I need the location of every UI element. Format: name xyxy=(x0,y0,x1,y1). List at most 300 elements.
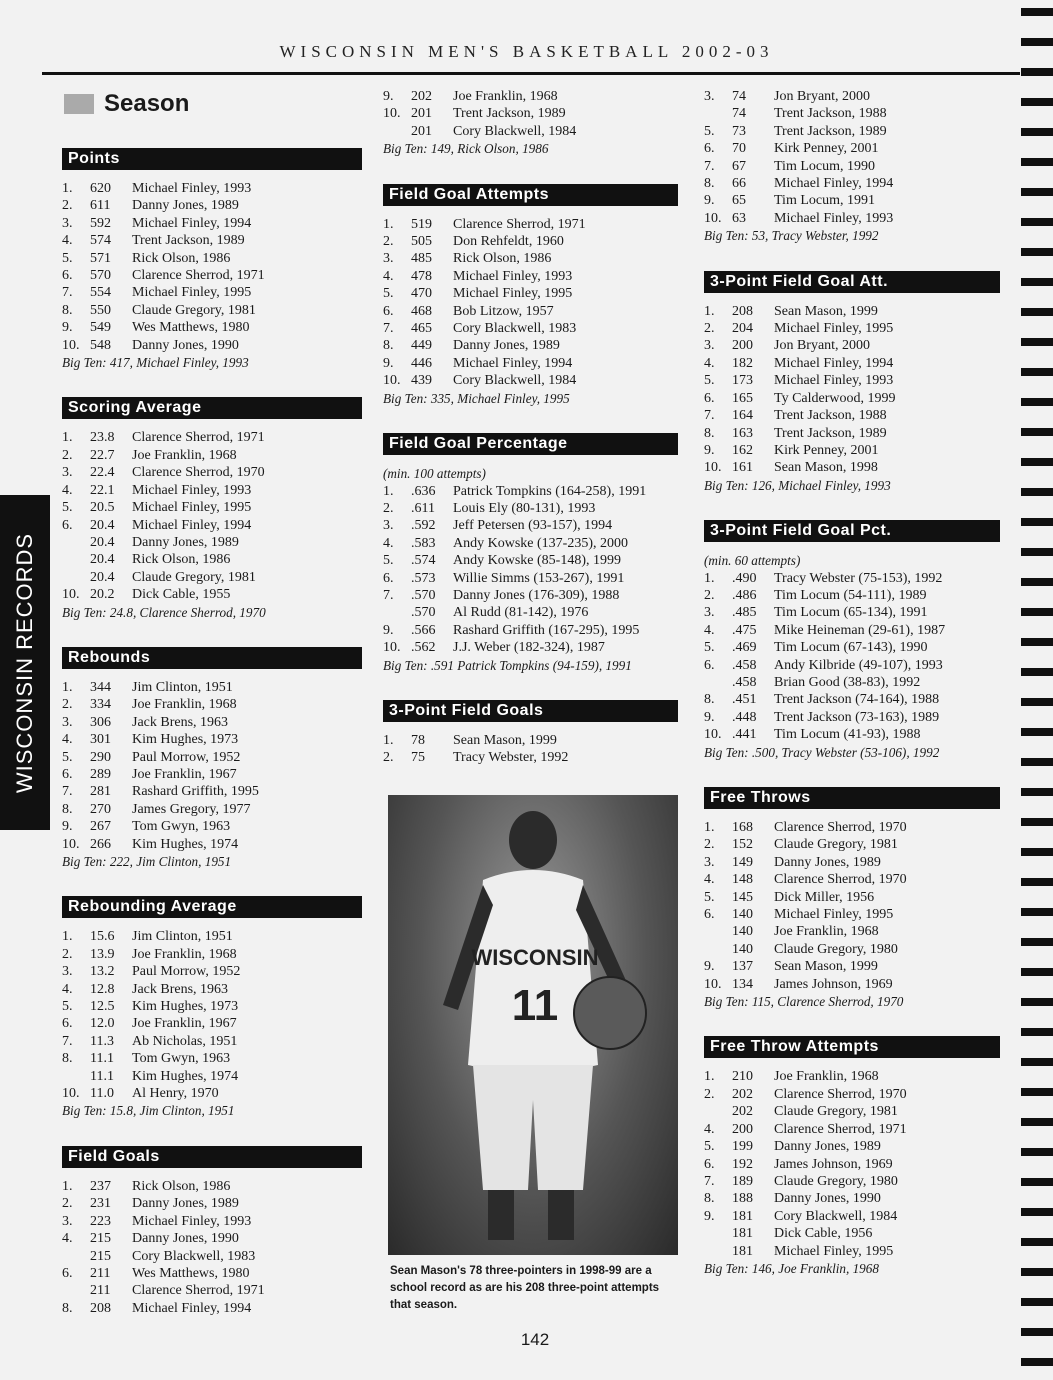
record-row xyxy=(62,963,362,980)
record-rank: 9. xyxy=(383,89,394,104)
record-row xyxy=(62,534,362,551)
record-section xyxy=(383,407,678,674)
record-row xyxy=(62,267,362,284)
record-row xyxy=(383,233,678,250)
record-holder: Claude Gregory, 1981 xyxy=(132,302,256,318)
record-holder: Trent Jackson, 1988 xyxy=(774,106,887,122)
record-holder: Clarence Sherrod, 1971 xyxy=(453,216,586,232)
record-value: 548 xyxy=(90,337,111,353)
minimum-note: (min. 60 attempts) xyxy=(704,553,801,569)
record-holder: Tim Locum (67-143), 1990 xyxy=(774,640,928,656)
record-list xyxy=(704,303,1000,477)
section-gap xyxy=(383,158,678,184)
page-header: WISCONSIN MEN'S BASKETBALL 2002-03 xyxy=(279,42,774,61)
record-rank: 6. xyxy=(62,517,73,533)
side-tab xyxy=(0,495,50,830)
record-value: 181 xyxy=(732,1208,753,1224)
record-row xyxy=(383,570,678,587)
record-holder: Michael Finley, 1995 xyxy=(132,285,252,301)
record-rank: 4. xyxy=(62,981,73,997)
record-rank: 7. xyxy=(704,158,715,174)
record-rank: 2. xyxy=(62,946,73,962)
record-row xyxy=(62,731,362,748)
record-row xyxy=(704,691,1000,708)
record-value: 140 xyxy=(732,907,753,923)
record-rank: 1. xyxy=(383,732,394,748)
record-value: .573 xyxy=(411,570,436,586)
record-row xyxy=(704,622,1000,639)
record-holder: Mike Heineman (29-61), 1987 xyxy=(774,622,946,638)
section-title: 3-Point Field Goal Att. xyxy=(704,271,1000,293)
record-value: 22.7 xyxy=(90,447,115,463)
record-row xyxy=(383,123,678,140)
record-row xyxy=(62,946,362,963)
record-rank: 5. xyxy=(704,640,715,656)
record-value: 211 xyxy=(90,1265,111,1281)
section-title: Rebounding Average xyxy=(62,896,362,918)
record-rank: 9. xyxy=(704,1208,715,1224)
record-row xyxy=(704,587,1000,604)
record-holder: Patrick Tompkins (164-258), 1991 xyxy=(453,483,647,499)
big-ten-record: Big Ten: 146, Joe Franklin, 1968 xyxy=(704,1260,879,1276)
record-value: 162 xyxy=(732,442,753,458)
record-value: 519 xyxy=(411,216,432,232)
record-holder: Danny Jones, 1989 xyxy=(132,198,239,214)
record-rank: 5. xyxy=(62,749,73,765)
record-row xyxy=(704,889,1000,906)
record-rank: 10. xyxy=(704,976,722,992)
record-value: 620 xyxy=(90,181,111,196)
section-title: Points xyxy=(62,148,362,170)
record-value: 13.9 xyxy=(90,946,115,962)
record-rank: 4. xyxy=(62,732,73,748)
record-holder: Clarence Sherrod, 1971 xyxy=(774,1121,907,1137)
record-holder: Louis Ely (80-131), 1993 xyxy=(453,500,596,516)
record-holder: Kim Hughes, 1973 xyxy=(132,999,239,1015)
record-row xyxy=(62,337,362,354)
player-photo xyxy=(388,795,678,1255)
record-value: .592 xyxy=(411,518,436,534)
record-row xyxy=(383,105,678,122)
record-holder: Sean Mason, 1998 xyxy=(774,460,878,476)
record-rank: 6. xyxy=(704,141,715,157)
record-row xyxy=(704,726,1000,743)
column-right xyxy=(704,88,1000,1277)
record-holder: Claude Gregory, 1981 xyxy=(774,837,898,853)
record-value: 505 xyxy=(411,234,432,250)
header-rule xyxy=(42,72,1020,75)
record-rank: 1. xyxy=(62,181,73,196)
record-row xyxy=(62,801,362,818)
big-ten-record: Big Ten: 15.8, Jim Clinton, 1951 xyxy=(62,1103,235,1119)
jersey-text: WISCONSIN xyxy=(471,945,599,970)
record-rank: 6. xyxy=(704,657,715,673)
record-rank: 6. xyxy=(62,268,73,284)
record-value: 449 xyxy=(411,338,432,354)
record-row xyxy=(704,604,1000,621)
record-holder: Rick Olson, 1986 xyxy=(132,1178,231,1194)
record-rank: 5. xyxy=(704,889,715,905)
record-rank: 2. xyxy=(704,1086,715,1102)
record-row xyxy=(383,320,678,337)
record-row xyxy=(704,140,1000,157)
record-rank: 9. xyxy=(704,959,715,975)
record-row xyxy=(383,639,678,656)
record-rank: 2. xyxy=(704,321,715,337)
record-row xyxy=(704,1086,1000,1103)
record-rank: 7. xyxy=(383,587,394,603)
record-row xyxy=(62,319,362,336)
record-value: 574 xyxy=(90,233,111,249)
record-holder: James Johnson, 1969 xyxy=(774,976,893,992)
record-holder: Clarence Sherrod, 1970 xyxy=(774,1086,907,1102)
record-holder: Paul Morrow, 1952 xyxy=(132,749,241,765)
record-value: 215 xyxy=(90,1231,111,1247)
record-row xyxy=(62,714,362,731)
record-rank: 3. xyxy=(704,605,715,621)
section-title: 3-Point Field Goals xyxy=(383,700,678,722)
record-holder: Joe Franklin, 1968 xyxy=(132,946,237,962)
record-row xyxy=(383,749,678,766)
record-value: .458 xyxy=(732,657,757,673)
record-rank: 9. xyxy=(704,709,715,725)
record-value: .451 xyxy=(732,692,757,708)
record-section xyxy=(704,494,1000,761)
player-leg-left xyxy=(488,1190,514,1240)
record-row xyxy=(383,483,678,500)
record-holder: Trent Jackson, 1989 xyxy=(774,123,887,139)
record-holder: Clarence Sherrod, 1970 xyxy=(774,820,907,835)
record-row xyxy=(704,459,1000,476)
record-holder: Kim Hughes, 1973 xyxy=(132,732,239,748)
record-value: .611 xyxy=(411,500,435,516)
record-list xyxy=(704,88,1000,227)
section-title: Field Goals xyxy=(62,1146,362,1168)
record-value: .583 xyxy=(411,535,436,551)
record-rank: 8. xyxy=(704,1191,715,1207)
section-gap xyxy=(704,245,1000,271)
record-section xyxy=(62,148,362,371)
record-value: 161 xyxy=(732,460,753,476)
record-row xyxy=(383,604,678,621)
record-row xyxy=(704,210,1000,227)
record-rank: 10. xyxy=(383,106,401,122)
record-list xyxy=(383,216,678,390)
section-title: Field Goal Percentage xyxy=(383,433,678,455)
record-rank: 10. xyxy=(383,373,401,389)
record-value: 13.2 xyxy=(90,964,115,980)
record-value: .458 xyxy=(732,674,757,690)
record-holder: Paul Morrow, 1952 xyxy=(132,964,241,980)
record-row xyxy=(62,1178,362,1195)
record-row xyxy=(62,1248,362,1265)
record-value: 137 xyxy=(732,959,753,975)
record-rank: 10. xyxy=(62,1086,80,1102)
record-rank: 3. xyxy=(704,854,715,870)
record-holder: Dick Cable, 1956 xyxy=(774,1226,873,1242)
record-value: .490 xyxy=(732,570,757,586)
record-list xyxy=(62,180,362,354)
record-row xyxy=(383,500,678,517)
record-row xyxy=(383,88,678,105)
record-holder: Kirk Penney, 2001 xyxy=(774,442,879,458)
record-value: .570 xyxy=(411,587,436,603)
record-row xyxy=(62,1230,362,1247)
record-holder: Sean Mason, 1999 xyxy=(453,732,557,748)
record-value: 549 xyxy=(90,320,111,336)
record-row xyxy=(62,696,362,713)
record-value: 231 xyxy=(90,1196,111,1212)
record-value: 281 xyxy=(90,784,111,800)
jersey-number: 11 xyxy=(511,981,559,1030)
record-row xyxy=(62,981,362,998)
record-rank: 5. xyxy=(383,553,394,569)
record-value: 20.4 xyxy=(90,517,115,533)
record-holder: Tim Locum, 1990 xyxy=(774,158,875,174)
record-holder: Andy Kowske (137-235), 2000 xyxy=(453,535,628,551)
record-value: 164 xyxy=(732,408,753,424)
record-rank: 3. xyxy=(62,1213,73,1229)
record-value: 202 xyxy=(732,1086,753,1102)
record-holder: Dick Miller, 1956 xyxy=(774,889,875,905)
record-value: 446 xyxy=(411,355,432,371)
record-rank: 7. xyxy=(704,1173,715,1189)
record-holder: Jon Bryant, 2000 xyxy=(774,338,871,354)
record-rank: 2. xyxy=(704,587,715,603)
record-rank: 7. xyxy=(62,1033,73,1049)
page-number: 142 xyxy=(520,1330,550,1349)
record-holder: Danny Jones, 1990 xyxy=(132,1231,239,1247)
record-holder: Al Henry, 1970 xyxy=(132,1086,219,1102)
record-value: 70 xyxy=(732,141,746,157)
record-rank: 2. xyxy=(62,1196,73,1212)
record-row xyxy=(704,407,1000,424)
section-gap xyxy=(704,494,1000,520)
record-holder: Claude Gregory, 1981 xyxy=(132,569,256,585)
record-rank: 4. xyxy=(383,535,394,551)
record-value: 11.1 xyxy=(90,1051,114,1067)
player-photo-illustration xyxy=(388,795,678,1255)
record-row xyxy=(62,766,362,783)
record-holder: Rick Olson, 1986 xyxy=(132,552,231,568)
record-value: 189 xyxy=(732,1173,753,1189)
record-row xyxy=(704,570,1000,587)
section-gap xyxy=(383,674,678,700)
record-holder: Trent Jackson, 1989 xyxy=(453,106,566,122)
record-holder: Jeff Petersen (93-157), 1994 xyxy=(453,518,613,534)
record-value: 478 xyxy=(411,268,432,284)
record-row xyxy=(704,175,1000,192)
record-holder: Danny Jones, 1989 xyxy=(453,338,560,354)
record-holder: Michael Finley, 1995 xyxy=(453,286,573,302)
record-value: 145 xyxy=(732,889,753,905)
record-row xyxy=(62,302,362,319)
record-rank: 5. xyxy=(62,500,73,516)
record-holder: Cory Blackwell, 1983 xyxy=(132,1248,256,1264)
record-row xyxy=(704,192,1000,209)
record-holder: Ab Nicholas, 1951 xyxy=(132,1033,238,1049)
record-value: 485 xyxy=(411,251,432,267)
record-value: 550 xyxy=(90,302,111,318)
record-holder: James Johnson, 1969 xyxy=(774,1156,893,1172)
record-rank: 9. xyxy=(704,193,715,209)
record-holder: Claude Gregory, 1980 xyxy=(774,1173,898,1189)
record-value: .485 xyxy=(732,605,757,621)
record-rank: 4. xyxy=(704,1121,715,1137)
record-row xyxy=(704,105,1000,122)
column-middle xyxy=(383,88,678,767)
record-rank: 5. xyxy=(704,123,715,139)
record-section xyxy=(383,674,678,767)
season-title-text: Season xyxy=(104,90,190,117)
record-value: 11.0 xyxy=(90,1086,114,1102)
record-rank: 6. xyxy=(383,303,394,319)
record-rank: 2. xyxy=(383,750,394,766)
record-row xyxy=(704,1121,1000,1138)
record-value: 168 xyxy=(732,820,753,835)
record-rank: 9. xyxy=(704,442,715,458)
record-value: 266 xyxy=(90,836,111,852)
record-row xyxy=(704,442,1000,459)
record-holder: Kim Hughes, 1974 xyxy=(132,836,239,852)
section-title: Scoring Average xyxy=(62,397,362,419)
record-value: 210 xyxy=(732,1069,753,1085)
record-holder: Clarence Sherrod, 1971 xyxy=(132,430,265,446)
record-value: 134 xyxy=(732,976,753,992)
record-row xyxy=(62,1050,362,1067)
record-rank: 2. xyxy=(62,447,73,463)
record-row xyxy=(704,123,1000,140)
section-title: Free Throws xyxy=(704,787,1000,809)
record-holder: Michael Finley, 1994 xyxy=(774,176,894,192)
record-rank: 3. xyxy=(62,714,73,730)
record-row xyxy=(704,854,1000,871)
record-holder: Michael Finley, 1993 xyxy=(453,268,573,284)
record-rank: 2. xyxy=(383,500,394,516)
record-value: 290 xyxy=(90,749,111,765)
record-row xyxy=(62,429,362,446)
record-value: 74 xyxy=(732,89,746,104)
record-rank: 9. xyxy=(383,622,394,638)
record-value: 208 xyxy=(732,303,753,319)
record-row xyxy=(62,499,362,516)
record-row xyxy=(62,928,362,945)
big-ten-record: Big Ten: 335, Michael Finley, 1995 xyxy=(383,390,570,406)
record-row xyxy=(704,1225,1000,1242)
big-ten-record: Big Ten: 53, Tracy Webster, 1992 xyxy=(704,228,879,244)
record-row xyxy=(383,732,678,749)
record-value: 468 xyxy=(411,303,432,319)
record-list xyxy=(704,819,1000,993)
record-value: .486 xyxy=(732,587,757,603)
record-rank: 1. xyxy=(62,1178,73,1194)
record-rank: 10. xyxy=(62,836,80,852)
record-row xyxy=(383,372,678,389)
record-row xyxy=(62,998,362,1015)
record-value: 66 xyxy=(732,176,746,192)
record-holder: Wes Matthews, 1980 xyxy=(132,1265,250,1281)
record-row xyxy=(704,674,1000,691)
record-holder: Tim Locum (41-93), 1988 xyxy=(774,727,921,743)
record-value: 65 xyxy=(732,193,746,209)
record-value: 200 xyxy=(732,1121,753,1137)
record-holder: James Gregory, 1977 xyxy=(132,801,251,817)
record-rank: 6. xyxy=(62,1265,73,1281)
record-value: 204 xyxy=(732,321,753,337)
record-row xyxy=(704,871,1000,888)
record-row xyxy=(704,355,1000,372)
record-row xyxy=(62,1213,362,1230)
record-holder: Danny Jones, 1989 xyxy=(774,854,881,870)
record-value: 78 xyxy=(411,732,425,748)
record-value: 12.5 xyxy=(90,999,115,1015)
record-rank: 8. xyxy=(62,1051,73,1067)
minimum-note: (min. 100 attempts) xyxy=(383,466,486,482)
record-row xyxy=(704,958,1000,975)
record-value: 270 xyxy=(90,801,111,817)
record-rank: 10. xyxy=(704,727,722,743)
record-value: 67 xyxy=(732,158,746,174)
record-rank: 5. xyxy=(62,999,73,1015)
record-holder: Brian Good (38-83), 1992 xyxy=(774,674,921,690)
big-ten-record: Big Ten: 149, Rick Olson, 1986 xyxy=(383,141,549,157)
record-rank: 7. xyxy=(62,285,73,301)
record-section xyxy=(62,621,362,870)
section-gap xyxy=(62,621,362,647)
record-value: 140 xyxy=(732,924,753,940)
record-holder: Trent Jackson, 1988 xyxy=(774,408,887,424)
record-value: 267 xyxy=(90,819,111,835)
record-rank: 6. xyxy=(704,1156,715,1172)
record-holder: Kim Hughes, 1974 xyxy=(132,1068,239,1084)
record-section xyxy=(62,1120,362,1317)
record-value: 173 xyxy=(732,373,753,389)
record-holder: Willie Simms (153-267), 1991 xyxy=(453,570,625,586)
record-row xyxy=(704,158,1000,175)
record-row xyxy=(62,517,362,534)
record-value: 181 xyxy=(732,1243,753,1259)
record-section xyxy=(704,761,1000,1010)
record-value: 20.4 xyxy=(90,569,115,585)
record-row xyxy=(704,836,1000,853)
record-row xyxy=(383,285,678,302)
record-rank: 9. xyxy=(62,819,73,835)
record-value: 20.2 xyxy=(90,587,115,603)
record-value: 215 xyxy=(90,1248,111,1264)
record-value: 201 xyxy=(411,123,432,139)
record-holder: Michael Finley, 1994 xyxy=(132,215,252,231)
record-row xyxy=(62,1300,362,1317)
record-holder: Clarence Sherrod, 1971 xyxy=(132,1283,265,1299)
record-holder: Joe Franklin, 1968 xyxy=(132,447,237,463)
record-value: 611 xyxy=(90,198,111,214)
record-rank: 3. xyxy=(62,215,73,231)
record-rank: 1. xyxy=(62,679,73,695)
record-rank: 8. xyxy=(62,302,73,318)
section-gap xyxy=(62,870,362,896)
record-value: 223 xyxy=(90,1213,111,1229)
record-rank: 3. xyxy=(383,518,394,534)
record-rank: 2. xyxy=(704,837,715,853)
section-gap xyxy=(704,1010,1000,1036)
record-row xyxy=(383,216,678,233)
record-row xyxy=(62,1282,362,1299)
record-value: 470 xyxy=(411,286,432,302)
season-title xyxy=(64,90,189,118)
record-holder: Andy Kowske (85-148), 1999 xyxy=(453,553,621,569)
record-holder: Joe Franklin, 1967 xyxy=(132,766,237,782)
record-value: 465 xyxy=(411,321,432,337)
